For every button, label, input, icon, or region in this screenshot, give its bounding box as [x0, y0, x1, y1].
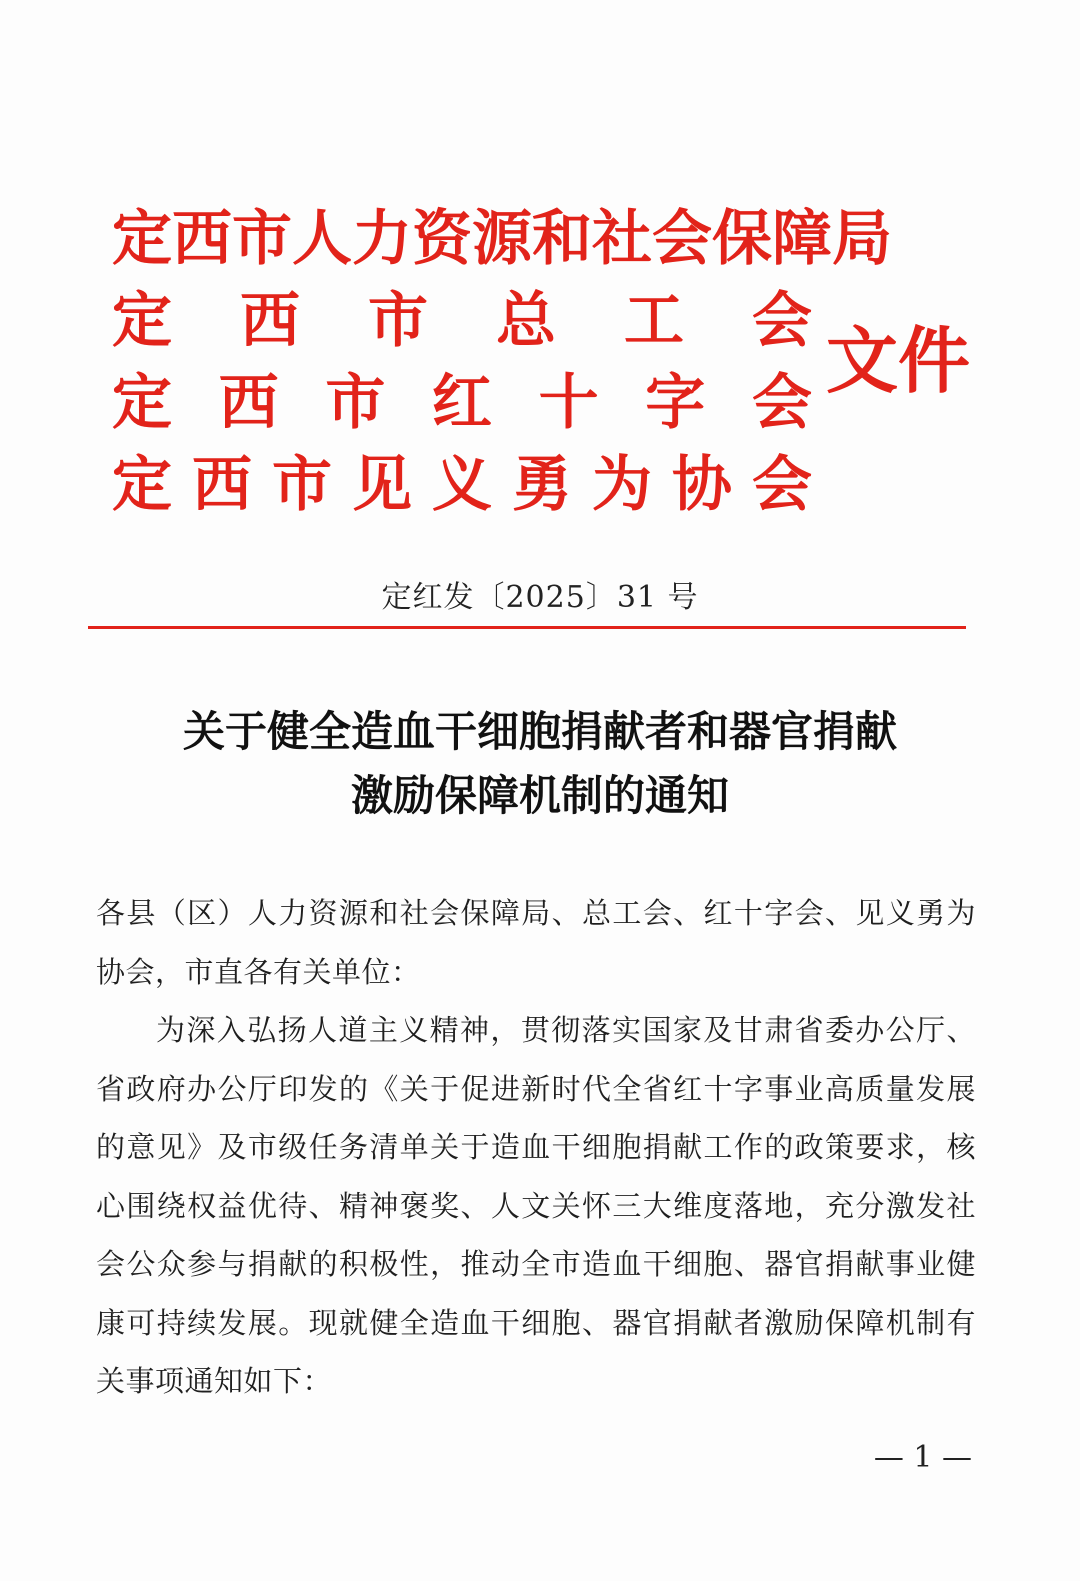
issuer-char: 字 [645, 368, 706, 438]
issuer-char: 红 [431, 368, 492, 438]
issuer-char: 会 [752, 450, 812, 520]
issuer-char: 十 [538, 368, 599, 438]
issuer-char: 西 [172, 204, 232, 274]
issuer-char: 西 [240, 286, 300, 356]
issuer-row-trade-union [112, 280, 812, 362]
issuer-char: 定 [112, 286, 172, 356]
page-number: — 1 — [873, 1440, 972, 1475]
issuer-char: 社 [592, 204, 652, 274]
issuer-char: 局 [832, 204, 892, 274]
issuer-char: 总 [496, 286, 556, 356]
issuer-char: 定 [112, 204, 172, 274]
issuer-char: 市 [325, 368, 386, 438]
issuer-char: 障 [772, 204, 832, 274]
issuer-char: 义 [432, 450, 492, 520]
issuer-char: 西 [218, 368, 279, 438]
issuer-char: 人 [292, 204, 352, 274]
issuer-char: 市 [368, 286, 428, 356]
document-number: 定红发〔2025〕31 号 [381, 580, 699, 615]
red-divider-line [88, 626, 966, 629]
issuer-char: 西 [192, 450, 252, 520]
issuer-char: 市 [232, 204, 292, 274]
issuer-char: 协 [672, 450, 732, 520]
title-line-1: 关于健全造血干细胞捐献者和器官捐献 [182, 707, 897, 756]
document-title [0, 700, 1080, 828]
issuer-char: 会 [751, 368, 812, 438]
issuer-char: 定 [112, 450, 172, 520]
issuer-char: 见 [352, 450, 412, 520]
document-body [96, 884, 976, 1411]
issuer-char: 为 [592, 450, 652, 520]
document-suffix: 文件 [826, 319, 971, 403]
issuer-char: 市 [272, 450, 332, 520]
issuer-char: 定 [112, 368, 172, 438]
issuer-char: 力 [352, 204, 412, 274]
issuer-row-red-cross [112, 362, 812, 444]
body-paragraph-1: 为深入弘扬人道主义精神，贯彻落实国家及甘肃省委办公厅、省政府办公厅印发的《关于促进新时代全省红十字事业高质量发展的意见》及市级任务清单关于造血干细胞捐献工作的政策要求，核心围绕权益优待、精神褒奖、人文关怀三大维度落地，充分激发社会公众参与捐献的积极性，推动全市造血干细胞、器官捐献事业健康可持续发展。现就健全造血干细胞、器官捐献者激励保障机制有关事项通知如下： [96, 1013, 976, 1398]
issuer-char: 和 [532, 204, 592, 274]
salutation: 各县（区）人力资源和社会保障局、总工会、红十字会、见义勇为协会，市直各有关单位： [96, 896, 976, 989]
issuer-char: 会 [752, 286, 812, 356]
issuer-row-courage-association [112, 444, 812, 526]
issuer-char: 保 [712, 204, 772, 274]
title-line-2: 激励保障机制的通知 [350, 771, 729, 820]
issuer-char: 会 [652, 204, 712, 274]
issuer-char: 工 [624, 286, 684, 356]
issuer-row-hrss [112, 198, 892, 280]
issuer-char: 资 [412, 204, 472, 274]
issuer-char: 勇 [512, 450, 572, 520]
issuer-char: 源 [472, 204, 532, 274]
issuer-block [112, 198, 892, 526]
